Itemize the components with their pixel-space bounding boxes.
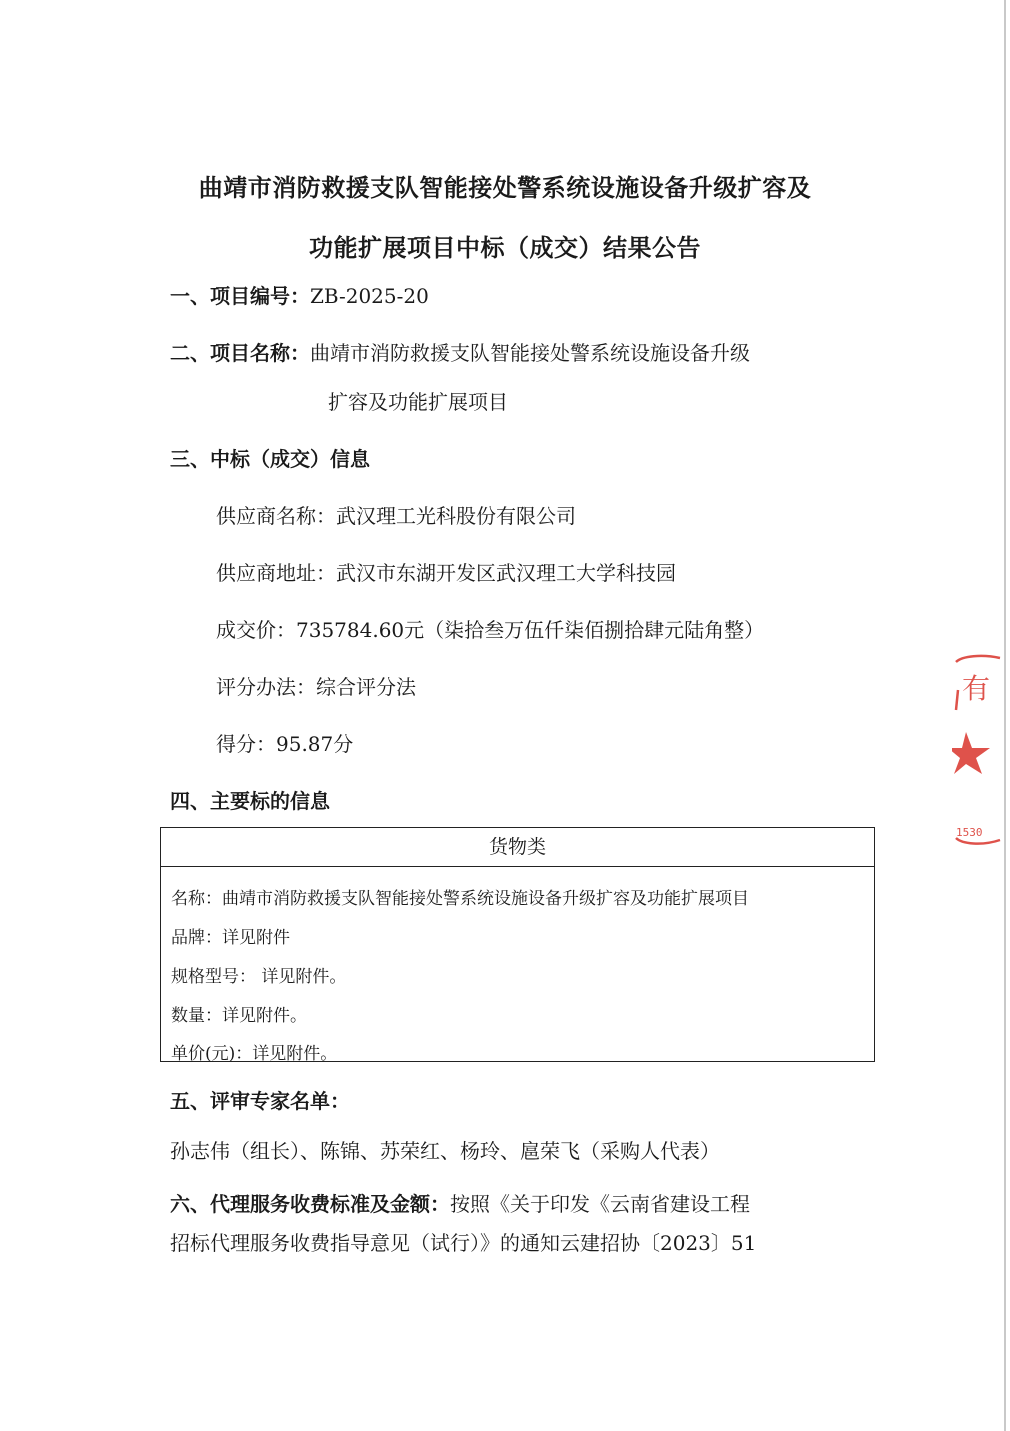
- official-seal-stamp: [952, 650, 1002, 850]
- section-6-text-1: 按照《关于印发《云南省建设工程: [450, 1192, 750, 1216]
- stamp-star-icon: [952, 732, 990, 774]
- project-number-label: 一、项目编号：: [170, 284, 310, 308]
- section-6-label: 六、代理服务收费标准及金额：: [170, 1192, 450, 1216]
- evaluation-method: 评分办法：综合评分法: [216, 675, 416, 699]
- supplier-name: 供应商名称：武汉理工光科股份有限公司: [216, 504, 576, 528]
- table-row: 数量：详见附件。: [171, 1006, 307, 1026]
- project-name-value-1: 曲靖市消防救援支队智能接处警系统设施设备升级: [310, 341, 750, 365]
- section-6-text-2: 招标代理服务收费指导意见（试行）》的通知云建招协〔2023〕51: [170, 1231, 757, 1255]
- title-line-2: 功能扩展项目中标（成交）结果公告: [309, 234, 701, 262]
- project-number: [170, 280, 429, 309]
- expert-list: 孙志伟（组长）、陈锦、苏荣红、杨玲、扈荣飞（采购人代表）: [170, 1139, 720, 1163]
- stamp-text-top: 有: [962, 672, 991, 705]
- project-number-value: ZB-2025-20: [310, 284, 429, 308]
- page-edge: [1004, 0, 1006, 1431]
- table-row: 品牌：详见附件: [171, 928, 290, 948]
- section-4-heading: 四、主要标的信息: [170, 789, 330, 813]
- supplier-address: 供应商地址：武汉市东湖开发区武汉理工大学科技园: [216, 561, 676, 585]
- goods-table-header: 货物类: [161, 828, 874, 867]
- table-row: 规格型号： 详见附件。: [171, 967, 347, 987]
- table-row: 单价(元)：详见附件。: [171, 1044, 338, 1064]
- project-name-value-2: 扩容及功能扩展项目: [328, 390, 508, 414]
- section-3-heading: 三、中标（成交）信息: [170, 447, 370, 471]
- goods-table: [160, 827, 875, 1062]
- table-row: 名称：曲靖市消防救援支队智能接处警系统设施设备升级扩容及功能扩展项目: [171, 889, 749, 909]
- section-6: [170, 1188, 750, 1217]
- project-name: [170, 337, 750, 366]
- title-line-1: 曲靖市消防救援支队智能接处警系统设施设备升级扩容及: [198, 174, 812, 202]
- transaction-price: 成交价：735784.60元（柒拾叁万伍仟柒佰捌拾肆元陆角整）: [216, 618, 765, 642]
- score: 得分：95.87分: [216, 732, 354, 756]
- section-5-heading: 五、评审专家名单：: [170, 1089, 350, 1113]
- stamp-text-bottom: 1530: [956, 826, 983, 839]
- project-name-label: 二、项目名称：: [170, 341, 310, 365]
